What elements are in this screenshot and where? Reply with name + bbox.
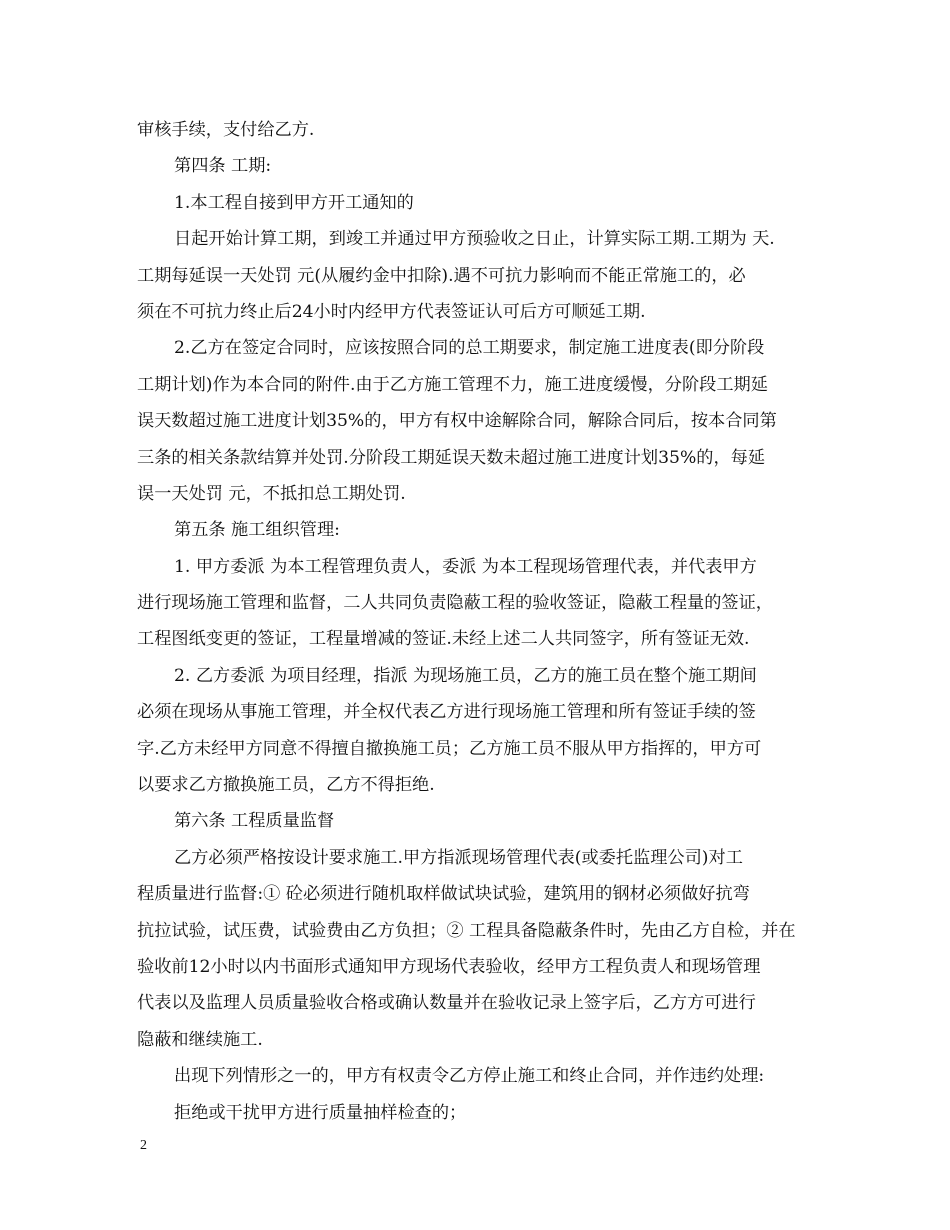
text-line: 2.乙方在签定合同时，应该按照合同的总工期要求，制定施工进度表(即分阶段	[174, 338, 765, 359]
text-line: 工程图纸变更的签证，工程量增减的签证.未经上述二人共同签字，所有签证无效.	[137, 629, 750, 650]
text-line: 误一天处罚 元，不抵扣总工期处罚.	[137, 483, 406, 504]
section-heading: 第四条 工期:	[174, 156, 272, 177]
text-line: 1.本工程自接到甲方开工通知的	[174, 192, 414, 213]
text-line: 隐蔽和继续施工.	[137, 1029, 263, 1050]
text-line: 验收前12小时以内书面形式通知甲方现场代表验收，经甲方工程负责人和现场管理	[137, 956, 761, 977]
body-text	[137, 112, 817, 1131]
text-line: 三条的相关条款结算并处罚.分阶段工期延误天数未超过施工进度计划35%的，每延	[137, 447, 766, 468]
page-number: 2	[140, 1138, 147, 1153]
text-line: 拒绝或干扰甲方进行质量抽样检查的；	[174, 1102, 467, 1123]
text-line: 程质量进行监督:① 砼必须进行随机取样做试块试验，建筑用的钢材必须做好抗弯	[137, 884, 750, 905]
text-line: 进行现场施工管理和监督，二人共同负责隐蔽工程的验收签证，隐蔽工程量的签证，	[137, 593, 773, 614]
text-line: 工期计划)作为本合同的附件.由于乙方施工管理不力，施工进度缓慢，分阶段工期延	[137, 374, 768, 395]
text-line: 审核手续，支付给乙方.	[137, 120, 315, 140]
text-line: 工期每延误一天处罚 元(从履约金中扣除).遇不可抗力影响而不能正常施工的，必	[137, 265, 746, 286]
text-line: 字.乙方未经甲方同意不得擅自撤换施工员；乙方施工员不服从甲方指挥的，甲方可	[137, 738, 762, 759]
text-line: 1. 甲方委派 为本工程管理负责人，委派 为本工程现场管理代表，并代表甲方	[174, 556, 757, 577]
text-line: 日起开始计算工期，到竣工并通过甲方预验收之日止，计算实际工期.工期为 天.	[174, 229, 775, 250]
text-line: 2. 乙方委派 为项目经理，指派 为现场施工员，乙方的施工员在整个施工期间	[174, 665, 757, 686]
text-line: 抗拉试验，试压费，试验费由乙方负担；② 工程具备隐蔽条件时，先由乙方自检，并在	[137, 920, 796, 941]
text-line: 必须在现场从事施工管理，并全权代表乙方进行现场施工管理和所有签证手续的签	[137, 702, 756, 723]
text-line: 以要求乙方撤换施工员，乙方不得拒绝.	[137, 775, 435, 796]
text-line: 出现下列情形之一的，甲方有权责令乙方停止施工和终止合同，并作违约处理:	[174, 1066, 765, 1087]
section-heading: 第六条 工程质量监督	[174, 811, 335, 832]
text-line: 乙方必须严格按设计要求施工.甲方指派现场管理代表(或委托监理公司)对工	[174, 847, 743, 868]
text-line: 须在不可抗力终止后24小时内经甲方代表签证认可后方可顺延工期.	[137, 301, 646, 322]
text-line: 代表以及监理人员质量验收合格或确认数量并在验收记录上签字后，乙方方可进行	[137, 993, 756, 1014]
text-line: 误天数超过施工进度计划35%的，甲方有权中途解除合同，解除合同后，按本合同第	[137, 411, 777, 432]
section-heading: 第五条 施工组织管理:	[174, 520, 340, 541]
